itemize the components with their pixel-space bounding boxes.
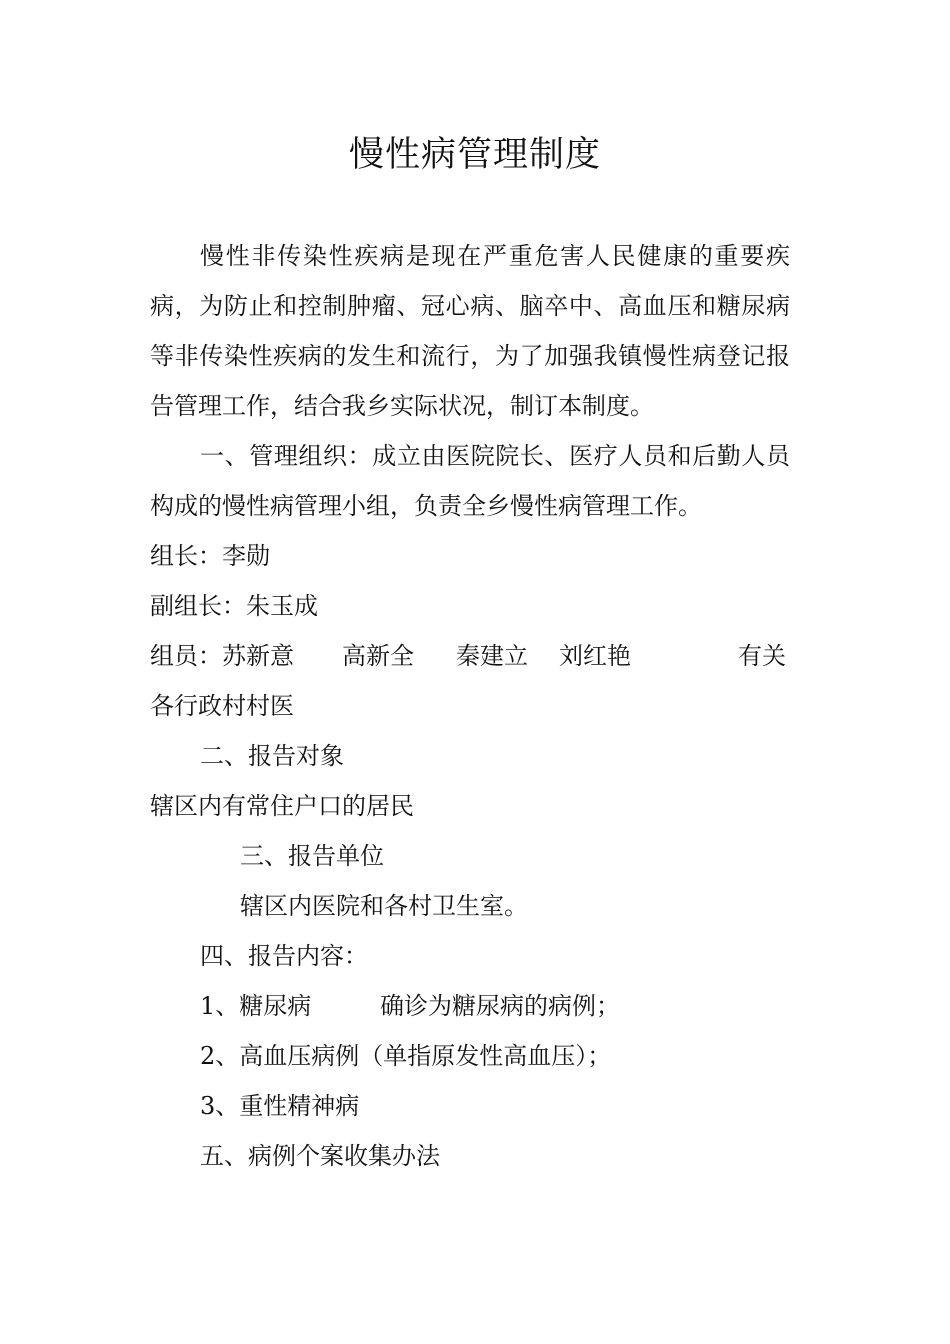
item-3-line: 3、重性精神病 [200, 1092, 360, 1120]
item-1-text: 确诊为糖尿病的病例； [380, 992, 620, 1020]
members-continuation: 各行政村村医 [150, 692, 294, 720]
item-1-line [200, 981, 620, 1031]
leader-line: 组长：李勋 [150, 542, 270, 570]
item-1-label: 1、糖尿病 [200, 992, 312, 1020]
member-name: 高新全 [342, 642, 414, 670]
section-4-heading: 四、报告内容： [200, 942, 368, 970]
members-line [150, 631, 786, 681]
members-tail: 有关 [738, 642, 786, 670]
section-2-heading: 二、报告对象 [200, 742, 344, 770]
item-2-line: 2、高血压病例（单指原发性高血压）； [200, 1042, 612, 1070]
section-3-text: 辖区内医院和各村卫生室。 [240, 892, 528, 920]
document-title: 慢性病管理制度 [348, 135, 601, 175]
section-5-heading: 五、病例个案收集办法 [200, 1142, 440, 1170]
section-1-paragraph: 一、管理组织：成立由医院院长、医疗人员和后勤人员构成的慢性病管理小组，负责全乡慢性病管理工作。 [150, 442, 790, 520]
intro-paragraph: 慢性非传染性疾病是现在严重危害人民健康的重要疾病，为防止和控制肿瘤、冠心病、脑卒中、高血压和糖尿病等非传染性疾病的发生和流行，为了加强我镇慢性病登记报告管理工作，结合我乡实际状况，制订本制度。 [150, 242, 790, 420]
section-3-heading: 三、报告单位 [240, 842, 384, 870]
member-name: 刘红艳 [559, 642, 631, 670]
vice-leader-line: 副组长：朱玉成 [150, 592, 318, 620]
members-label: 组员：苏新意 [150, 642, 294, 670]
section-2-text: 辖区内有常住户口的居民 [150, 792, 414, 820]
member-name: 秦建立 [456, 642, 528, 670]
